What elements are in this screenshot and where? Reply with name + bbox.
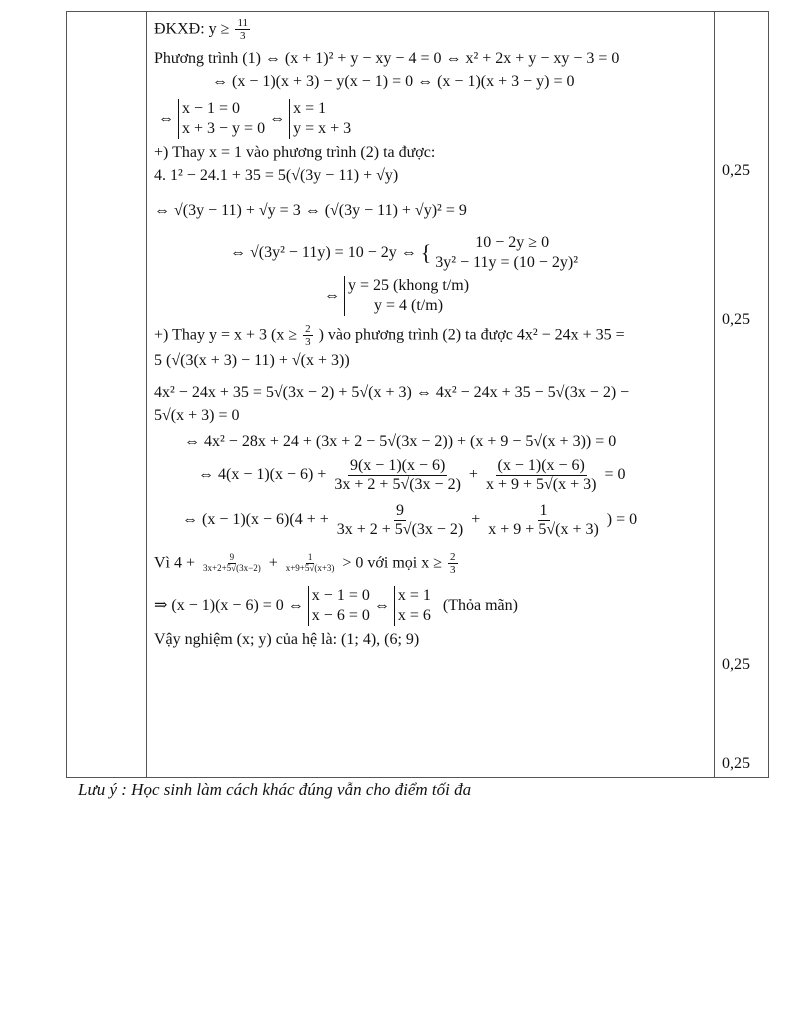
positivity-line: Vì 4 + $\frac{9}{3x+2+5√(3x-2)}$ + $\frac{1}{x+9+5√(x+3)}$ > 0 với mọi x ≥ $\frac{2}{3}$: [154, 551, 456, 577]
system-1-bracket-b: x = 1 y = x + 3: [289, 99, 351, 139]
score-4: 0,25: [722, 755, 750, 772]
case-2-step-f-fraction-2: $\frac{(x - 1)(x - 6)}{x + 9 + 5√(x + 3)}$: [485, 457, 597, 493]
case-2-equation: 5 (√(3(x + 3) − 11) + √(x + 3)): [154, 352, 350, 369]
case-2-step-f: ⇔ 4(x − 1)(x − 6) + $\frac{9(x - 1)(x - 6)}{3x + 2 + 5√(3x - 2)}$ + $\frac{(x - 1)(x - 6)}{x + 9 + 5√(x + 3)}$ = 0: [198, 457, 626, 493]
case-1-intro: +) Thay x = 1 vào phương trình (2) ta được:: [154, 144, 436, 161]
footnote: Lưu ý : Học sinh làm cách khác đúng vẫn cho điểm tối đa: [78, 780, 472, 799]
case-1-step-b: ⇔ √(3y − 11) + √y = 3 ⇔ (√(3y − 11) + √y)² = 9: [154, 202, 467, 219]
condition-text: ĐKXĐ: y ≥: [154, 20, 230, 38]
system-1: ⇔ x − 1 = 0 x + 3 − y = 0 ⇔ x = 1 y = x + 3: [158, 100, 352, 137]
table-divider-left: [146, 11, 147, 778]
condition-line: [154, 17, 252, 42]
case-2-step-f-fraction-1: $\frac{9(x - 1)(x - 6)}{3x + 2 + 5√(3x - 2)}$: [334, 457, 461, 493]
score-2: 0,25: [722, 311, 750, 328]
case-2-step-g-fraction-1: $\frac{9}{3x + 2 + 5√(3x - 2)}$: [336, 502, 464, 538]
case-2-intro-fraction: $\frac{2}{3}$: [305, 323, 311, 349]
positivity-fraction-2: $\frac{1}{x+9+5√(x+3)}$: [285, 552, 335, 574]
case-1-system: 10 − 2y ≥ 0 3y² − 11y = (10 − 2y)²: [435, 234, 579, 271]
case-2-step-e: ⇔ 4x² − 28x + 24 + (3x + 2 − 5√(3x − 2)) + (x + 9 − 5√(x + 3)) = 0: [184, 433, 617, 450]
case-2-step-d: 5√(x + 3) = 0: [154, 407, 240, 424]
result-bracket-b: x = 1 x = 6: [394, 586, 431, 626]
conclusion-line: Vậy nghiệm (x; y) của hệ là: (1; 4), (6; 9): [154, 631, 420, 648]
result-bracket-a: x − 1 = 0 x − 6 = 0: [308, 586, 370, 626]
equation-1-factor: ⇔ (x − 1)(x + 3) − y(x − 1) = 0 ⇔ (x − 1)(x + 3 − y) = 0: [212, 73, 575, 90]
table-divider-right: [714, 11, 715, 778]
score-3: 0,25: [722, 656, 750, 673]
case-2-step-c: 4x² − 24x + 35 = 5√(3x − 2) + 5√(x + 3) ⇔ 4x² − 24x + 35 − 5√(3x − 2) −: [154, 384, 630, 401]
result-line: ⇒ (x − 1)(x − 6) = 0 ⇔ x − 1 = 0 x − 6 = 0 ⇔ x = 1 x = 6 (Thỏa mãn): [154, 587, 518, 624]
equation-1-line: Phương trình (1) ⇔ (x + 1)² + y − xy − 4 = 0 ⇔ x² + 2x + y − xy − 3 = 0: [154, 50, 620, 67]
positivity-fraction-1: $\frac{9}{3x+2+5√(3x-2)}$: [203, 552, 261, 574]
case-1-step-c: ⇔ √(3y² − 11y) = 10 − 2y ⇔ { 10 − 2y ≥ 0 3y² − 11y = (10 − 2y)²: [230, 234, 579, 271]
case-1-result-bracket: y = 25 (khong t/m) y = 4 (t/m): [344, 276, 469, 316]
system-1-bracket-a: x − 1 = 0 x + 3 − y = 0: [178, 99, 265, 139]
case-2-step-g: ⇔ (x − 1)(x − 6)(4 + + $\frac{9}{3x + 2 + 5√(3x - 2)}$ + $\frac{1}{x + 9 + 5√(x + 3)}$ ) = 0: [182, 502, 638, 538]
condition-fraction: $\frac{11}{3}$: [237, 17, 249, 43]
score-1: 0,25: [722, 162, 750, 179]
case-1-equation: 4. 1² − 24.1 + 35 = 5(√(3y − 11) + √y): [154, 167, 399, 184]
case-2-intro: +) Thay y = x + 3 (x ≥ $\frac{2}{3}$ ) vào phương trình (2) ta được 4x² − 24x + 35 =: [154, 323, 625, 349]
positivity-fraction-3: $\frac{2}{3}$: [450, 551, 456, 577]
case-2-step-g-fraction-2: $\frac{1}{x + 9 + 5√(x + 3)}$: [488, 502, 599, 538]
case-1-result: ⇔ y = 25 (khong t/m) y = 4 (t/m): [324, 277, 470, 314]
